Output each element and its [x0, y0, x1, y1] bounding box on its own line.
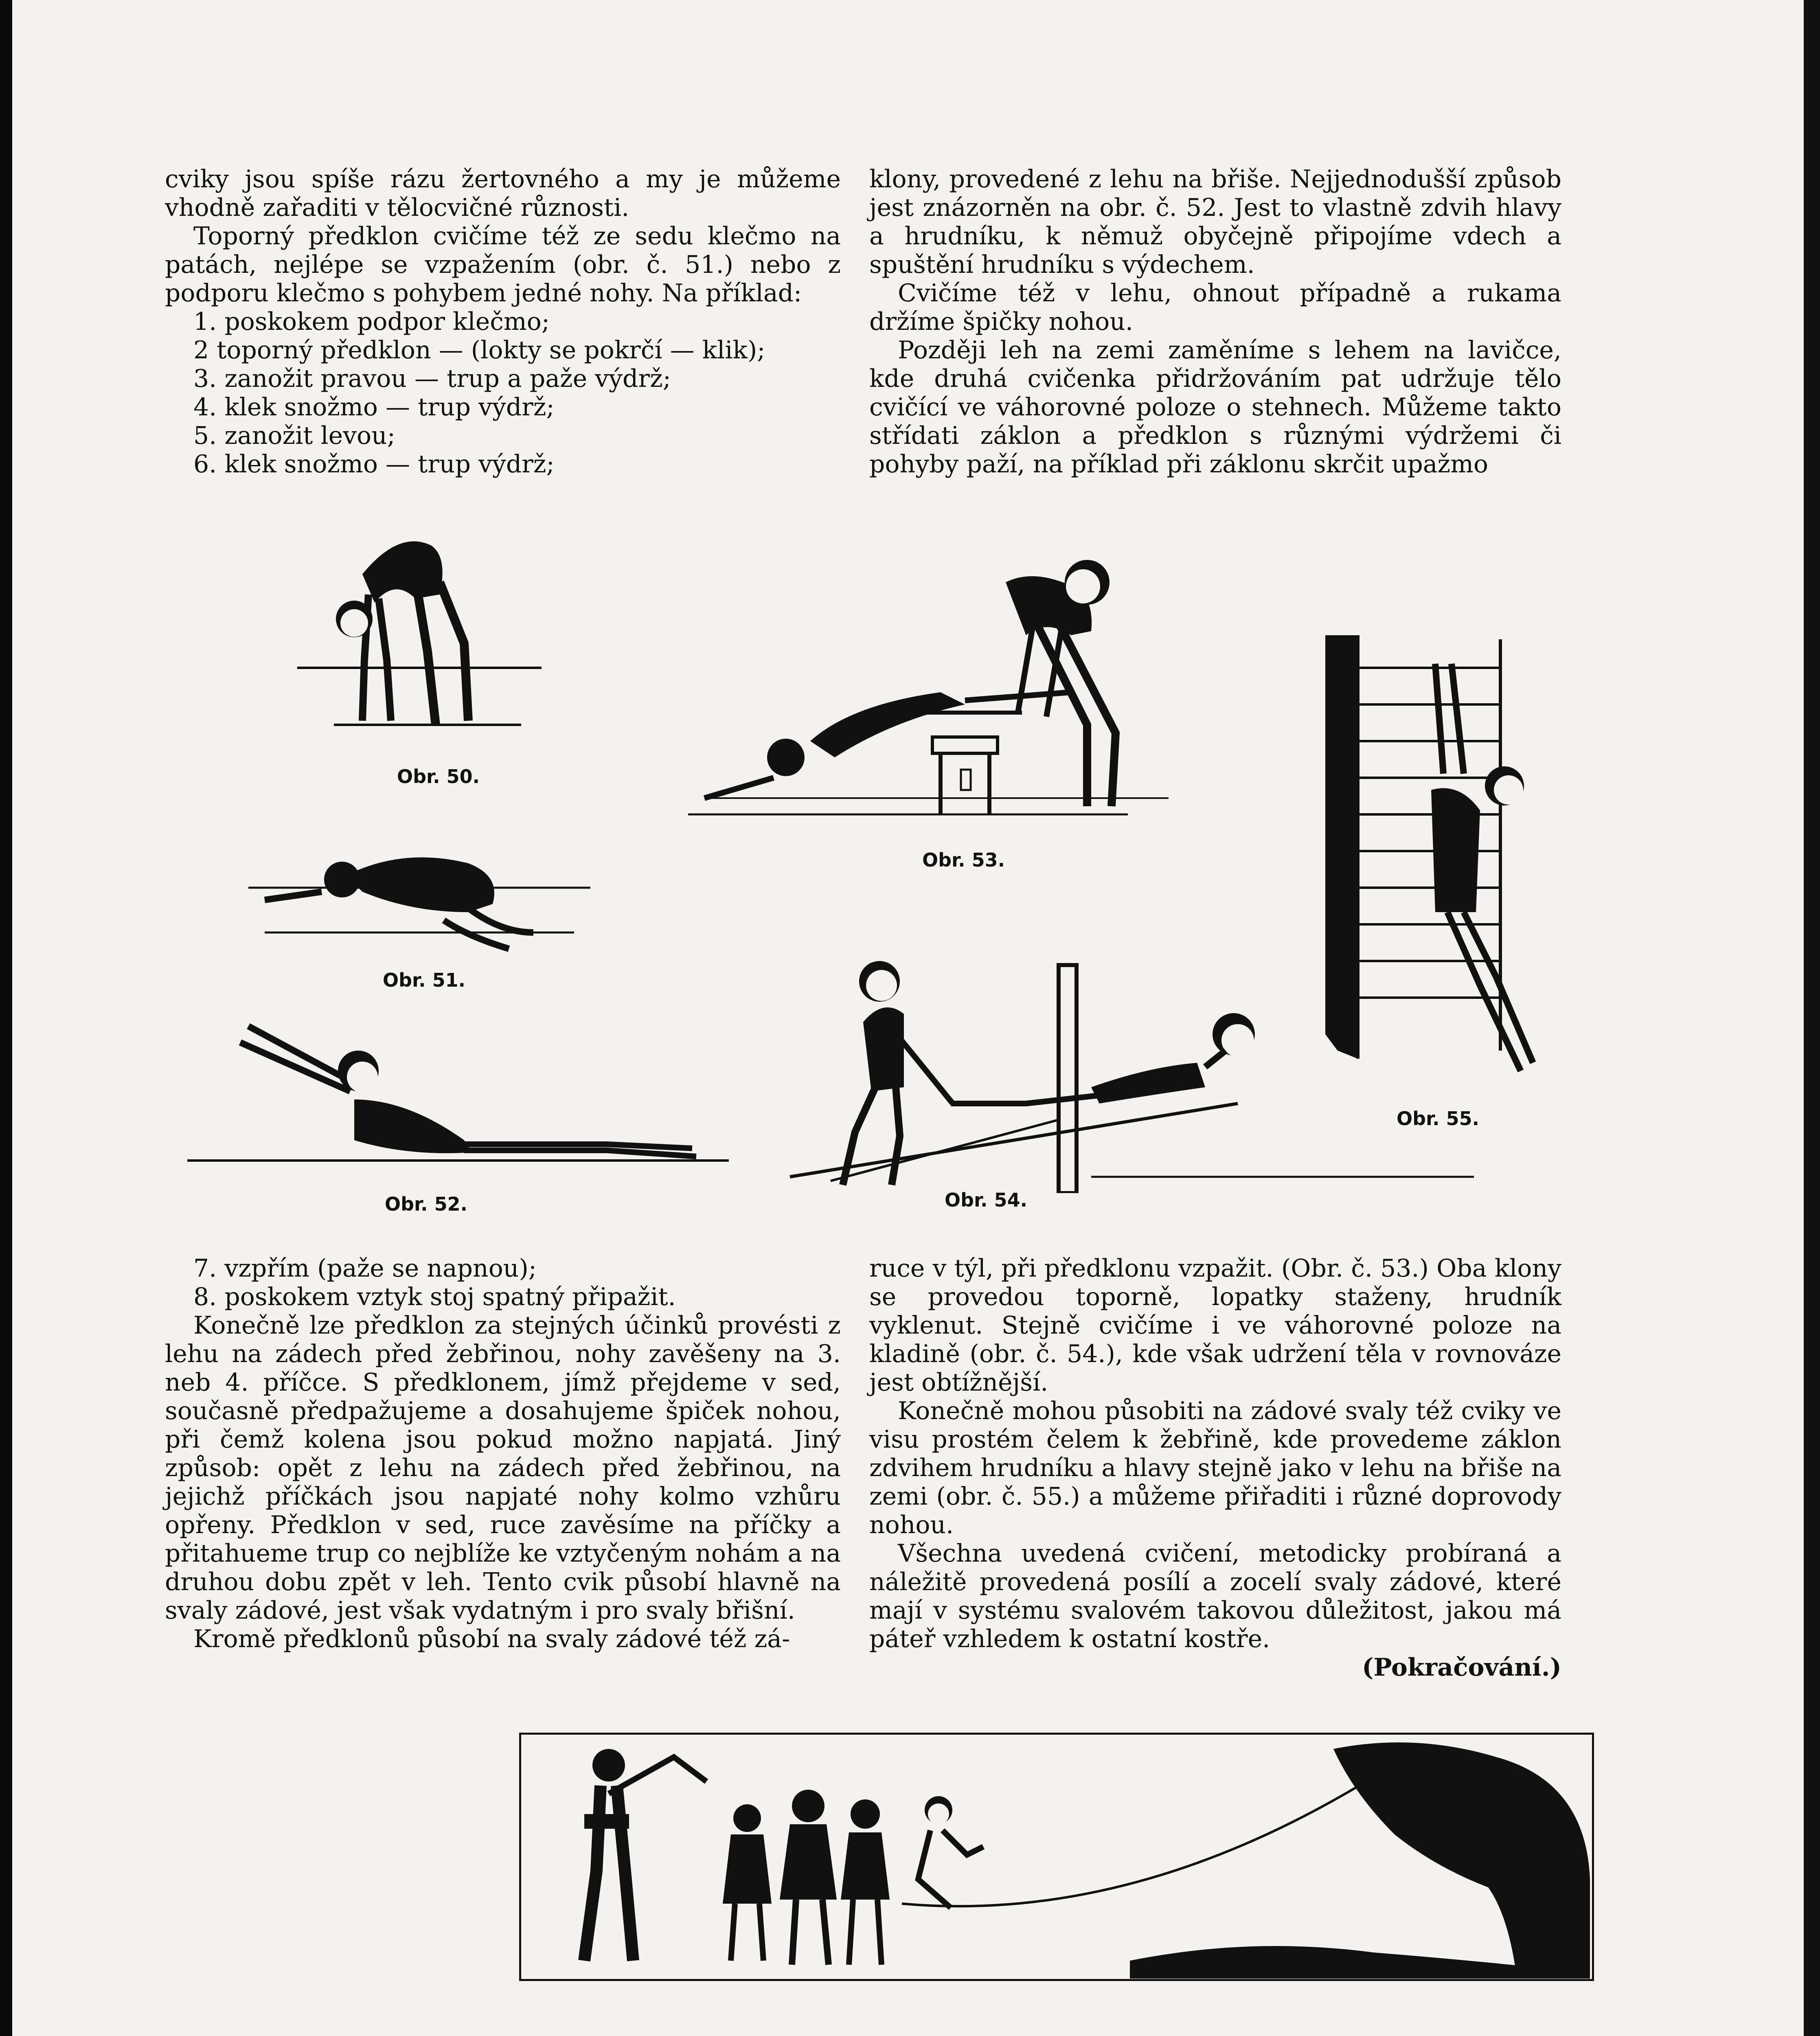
paragraph: klony, provedené z lehu na břiše. Nejjednodušší způsob jest znázorněn na obr. č. 52. Jest to vlastně zdvih hlavy a hrudníku, k němuž obyčejně připojíme vdech a spuštění hrudníku s výdechem. — [869, 165, 1561, 279]
list-item: 1. poskokem podpor klečmo; — [193, 307, 550, 336]
list-item: 2 toporný předklon — (lokty se pokrčí — klik); — [193, 336, 765, 364]
top-left-column — [165, 165, 841, 478]
figure-51-illustration — [240, 831, 607, 965]
figure-53-caption: Obr. 53. — [922, 849, 1005, 871]
figure-50-illustration — [293, 521, 546, 749]
list-item: 7. vzpřím (paže se napnou); — [193, 1254, 537, 1283]
list-item: 3. zanožit pravou — trup a paže výdrž; — [193, 364, 671, 393]
paragraph: Všechna uvedená cvičení, metodicky probíraná a náležitě provedená posílí a zocelí svaly zádové, které mají v systému svalovém takovou důležitost, jakou má páteř vzhledem k ostatní kostře. — [869, 1539, 1561, 1653]
scan-border-left — [0, 0, 12, 2036]
continued-note: (Pokračování.) — [1362, 1653, 1561, 1682]
paragraph: cviky jsou spíše rázu žertovného a my je můžeme vhodně zařaditi v tělocvičné různosti. — [165, 165, 841, 222]
paragraph: Toporný předklon cvičíme též ze sedu klečmo na patách, nejlépe se vzpažením (obr. č. 51.) nebo z podporu klečmo s pohybem jedné nohy. Na příklad: — [165, 222, 841, 307]
paragraph: Cvičíme též v lehu, ohnout případně a rukama držíme špičky nohou. — [869, 279, 1561, 336]
figure-55-caption: Obr. 55. — [1397, 1108, 1480, 1130]
list-item: 5. zanožit levou; — [193, 421, 396, 450]
figure-51-caption: Obr. 51. — [383, 969, 466, 991]
figure-50-caption: Obr. 50. — [397, 766, 480, 788]
bottom-left-column — [165, 1254, 841, 1653]
figure-52-caption: Obr. 52. — [385, 1193, 468, 1215]
list-item: 4. klek snožmo — trup výdrž; — [193, 393, 555, 421]
paragraph: Konečně lze předklon za stejných účinků provésti z lehu na zádech před žebřinou, nohy zavěšeny na 3. neb 4. příčce. S předklonem, jímž přejdeme v sed, současně předpažujeme a dosahujeme špiček nohou, při čemž kolena jsou pokud možno napjatá. Jiný způsob: opět z lehu na zádech před žebřinou, na jejichž příčkách jsou napjaté nohy kolmo vzhůru opřeny. Předklon v sed, ruce zavěsíme na příčky a přitahueme trup co nejblíže ke vztyčeným nohám a na druhou dobu zpět v leh. Tento cvik působí hlavně na svaly zádové, jest však vydatným i pro svaly břišní. — [165, 1311, 841, 1625]
paragraph: Později leh na zemi zaměníme s lehem na lavičce, kde druhá cvičenka přidržováním pat udržuje tělo cvičící ve váhorovné poloze o stehnech. Můžeme takto střídati záklon a předklon s různými výdržemi či pohyby paží, na příklad při záklonu skrčit upažmo — [869, 336, 1561, 478]
figure-53-illustration — [680, 529, 1274, 847]
paragraph: Konečně mohou působiti na zádové svaly též cviky ve visu prostém čelem k žebřině, kde provedeme záklon zdvihem hrudníku a hlavy stejně jako v lehu na břiše na zemi (obr. č. 55.) a můžeme přiřaditi i různé doprovody nohou. — [869, 1397, 1561, 1539]
list-item: 8. poskokem vztyk stoj spatný připažit. — [193, 1283, 676, 1311]
paragraph: ruce v týl, při předklonu vzpažit. (Obr. č. 53.) Oba klony se provedou toporně, lopatky staženy, hrudník vyklenut. Stejně cvičíme i ve váhorovné poloze na kladině (obr. č. 54.), kde však udržení těla v rovnováze jest obtížnější. — [869, 1254, 1561, 1397]
figure-52-illustration — [179, 1010, 737, 1181]
paragraph: Kromě předklonů působí na svaly zádové též zá- — [193, 1625, 790, 1653]
top-right-column — [869, 165, 1561, 478]
decorative-children-illustration — [519, 1733, 1594, 1981]
figure-54-caption: Obr. 54. — [945, 1189, 1028, 1211]
list-item: 6. klek snožmo — trup výdrž; — [193, 450, 555, 478]
bottom-right-column — [869, 1254, 1561, 1682]
book-page — [12, 0, 1804, 2036]
figure-55-illustration — [1325, 627, 1553, 1108]
